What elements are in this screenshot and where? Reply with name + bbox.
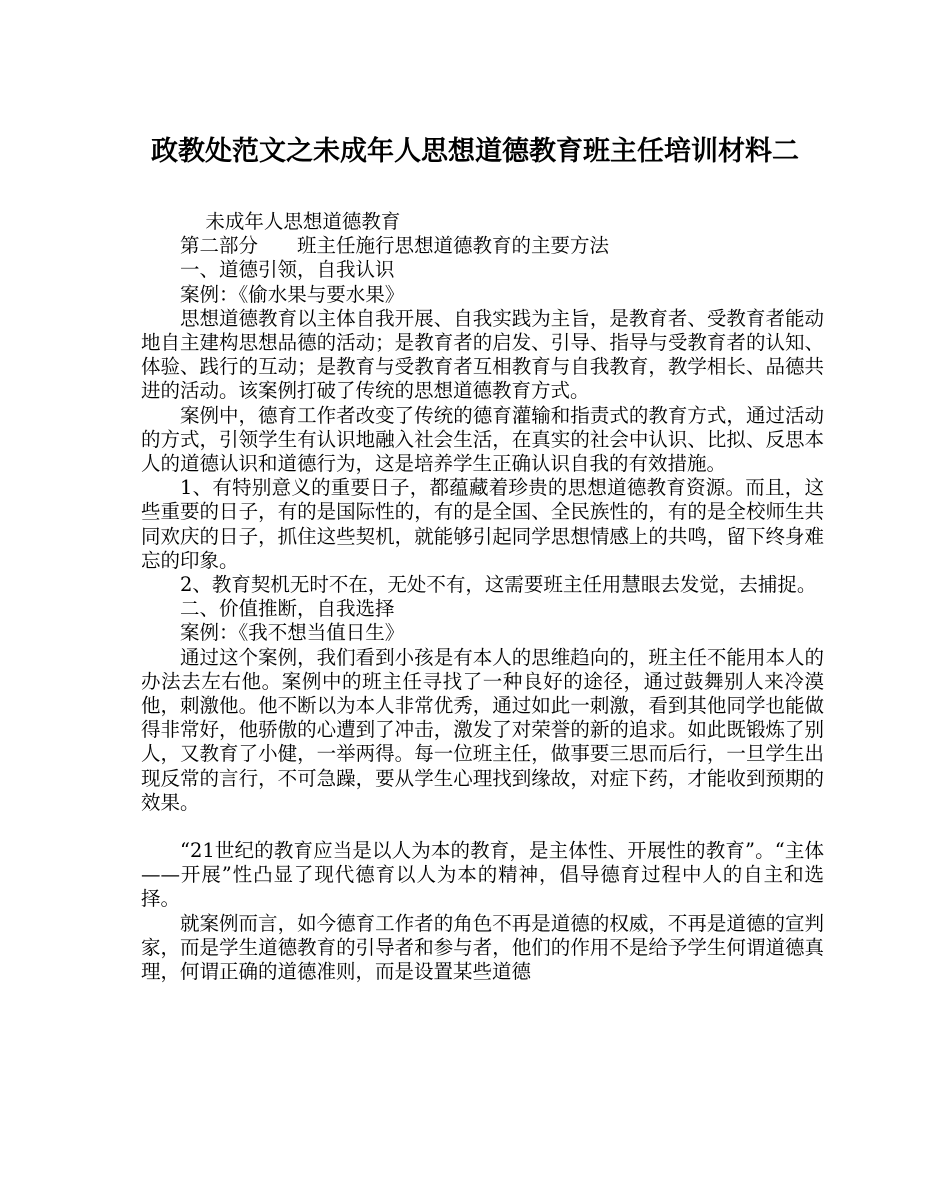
subsection-heading: 一、道德引领，自我认识	[180, 258, 395, 282]
body-paragraph: 思想道德教育以主体自我开展、自我实践为主旨，是教育者、受教育者能动地自主建构思想品德的活动；是教育者的启发、引导、指导与受教育者的认知、体验、践行的互动；是教育与受教育者互相教育与自我教育，教学相长、品德共进的活动。该案例打破了传统的思想道德教育方式。	[141, 306, 824, 403]
body-paragraph: 2、教育契机无时不在，无处不有，这需要班主任用慧眼去发觉，去捕捉。	[180, 573, 817, 597]
document-title: 政教处范文之未成年人思想道德教育班主任培训材料二	[151, 136, 799, 167]
body-paragraph: “21世纪的教育应当是以人为本的教育，是主体性、开展性的教育”。“主体——开展”性凸显了现代德育以人为本的精神，倡导德育过程中人的自主和选择。	[141, 839, 824, 911]
body-paragraph: 1、有特别意义的重要日子，都蕴藏着珍贵的思想道德教育资源。而且，这些重要的日子，有的是国际性的，有的是全国、全民族性的，有的是全校师生共同欢庆的日子，抓住这些契机，就能够引起同学思想情感上的共鸣，留下终身难忘的印象。	[141, 476, 824, 572]
section-heading: 未成年人思想道德教育	[205, 210, 401, 233]
body-paragraph: 通过这个案例，我们看到小孩是有本人的思维趋向的，班主任不能用本人的办法去左右他。案例中的班主任寻找了一种良好的途径，通过鼓舞别人来冷漠他，刺激他。他不断以为本人非常优秀，通过如此一刺激，看到其他同学也能做得非常好，他骄傲的心遭到了冲击，激发了对荣誉的新的追求。如此既锻炼了别人，又教育了小健，一举两得。每一位班主任，做事要三思而后行，一旦学生出现反常的言行，不可急躁，要从学生心理找到缘故，对症下药，才能收到预期的效果。	[141, 645, 824, 814]
part-heading: 第二部分 班主任施行思想道德教育的主要方法	[180, 234, 610, 258]
subsection-heading: 二、价值推断，自我选择	[180, 597, 395, 621]
body-paragraph: 案例中，德育工作者改变了传统的德育灌输和指责式的教育方式，通过活动的方式，引领学生有认识地融入社会生活，在真实的社会中认识、比拟、反思本人的道德认识和道德行为，这是培养学生正确认识自我的有效措施。	[141, 403, 824, 476]
body-paragraph: 就案例而言，如今德育工作者的角色不再是道德的权威，不再是道德的宣判家，而是学生道德教育的引导者和参与者，他们的作用不是给予学生何谓道德真理，何谓正确的道德准则，而是设置某些道德	[141, 911, 824, 984]
document-body	[141, 210, 824, 984]
case-title: 案例：《偷水果与要水果》	[180, 282, 405, 306]
case-title: 案例：《我不想当值日生》	[180, 621, 405, 645]
